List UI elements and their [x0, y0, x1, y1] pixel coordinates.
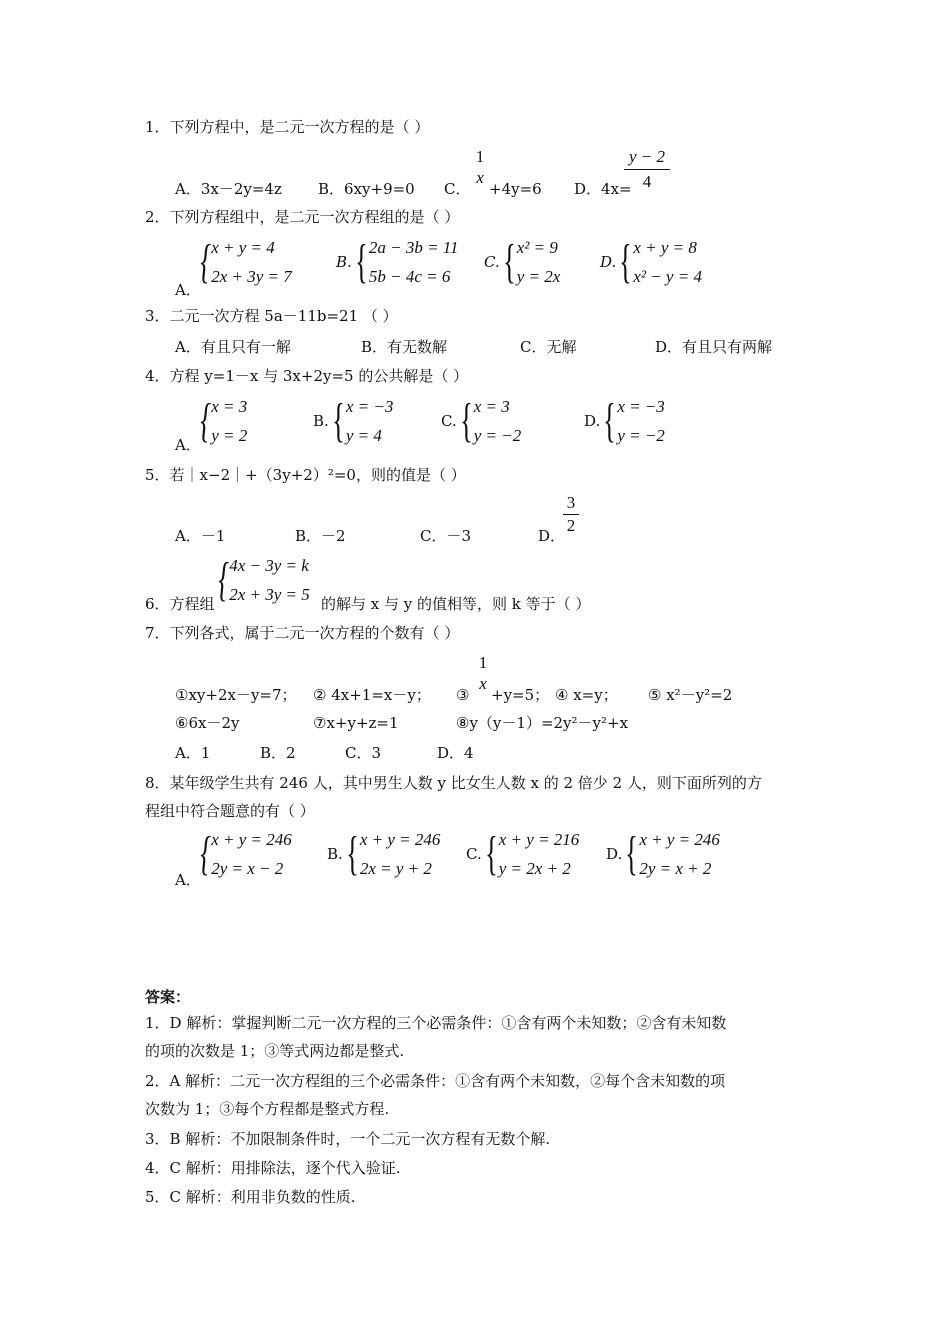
q8-c-eq2: y = 2x + 2 [498, 859, 571, 878]
q4-b-eq1: x = −3 [345, 397, 394, 416]
q8-c-eq1: x + y = 216 [498, 830, 580, 849]
q1-option-a: A．3x－2y=4z [175, 180, 282, 198]
q8-a-eq1: x + y = 246 [211, 830, 292, 849]
q8-option-d-system: D. { x + y = 246 2y = x + 2 [606, 825, 720, 883]
q4-c-eq2: y = −2 [473, 426, 522, 445]
q2-option-b-system: B. { 2a − 3b = 11 5b − 4c = 6 [336, 233, 459, 291]
answer-3: 3．B 解析：不加限制条件时，一个二元一次方程有无数个解. [145, 1130, 551, 1148]
q4-option-d-system: D. { x = −3 y = −2 [584, 392, 665, 450]
q4-d-eq2: y = −2 [617, 426, 665, 445]
q7-item-5: ⑤ x²－y²=2 [648, 686, 733, 704]
q7-item-4: ④ x=y； [555, 686, 618, 704]
answer-1-line1: 1．D 解析：掌握判断二元一次方程的三个必需条件：①含有两个未知数；②含有未知数 [145, 1014, 727, 1032]
answer-1-line2: 的项的次数是 1；③等式两边都是整式. [145, 1042, 405, 1060]
q7-i3-denominator: x [479, 674, 487, 693]
q6-eq1: 4x − 3y = k [229, 556, 309, 575]
q4-option-a-system: { x = 3 y = 2 [200, 392, 247, 450]
q2-d-eq1: x + y = 8 [633, 238, 697, 257]
q4-b-label: B. [313, 412, 329, 430]
q2-option-a-system: { x + y = 4 2x + 3y = 7 [200, 233, 292, 291]
q8-stem-line1: 8．某年级学生共有 246 人，其中男生人数 y 比女生人数 x 的 2 倍少 2 人，则下面所列的方 [145, 774, 762, 792]
q2-d-label: D. [600, 253, 617, 271]
q8-a-eq2: 2y = x − 2 [211, 859, 284, 878]
q1-c-numerator: 1 [475, 147, 485, 166]
q8-option-c-system: C. { x + y = 216 y = 2x + 2 [466, 825, 579, 883]
q7-item-2: ② 4x+1=x－y； [313, 686, 431, 704]
q6-suffix: 的解与 x 与 y 的值相等，则 k 等于（ ） [321, 595, 591, 613]
q4-a-eq2: y = 2 [211, 426, 248, 445]
q7-i3-numerator: 1 [478, 653, 488, 672]
q5-option-d-prefix: D． [538, 527, 566, 545]
q5-d-denominator: 2 [566, 516, 576, 535]
q3-option-a: A．有且只有一解 [175, 338, 291, 356]
q7-item-1: ①xy+2x－y=7； [175, 686, 297, 704]
q1-c-denominator: x [476, 168, 484, 187]
q4-c-eq1: x = 3 [473, 397, 510, 416]
q2-a-eq1: x + y = 4 [211, 238, 275, 257]
q8-option-a-system: { x + y = 246 2y = x − 2 [200, 825, 292, 883]
q1-stem: 1．下列方程中，是二元一次方程的是（ ） [145, 118, 430, 136]
q1-option-d-fraction [624, 147, 670, 192]
q4-option-a-label: A． [175, 436, 201, 454]
q6-eq2: 2x + 3y = 5 [229, 585, 310, 604]
answer-2-line1: 2．A 解析：二元一次方程组的三个必需条件：①含有两个未知数，②每个含未知数的项 [145, 1072, 726, 1090]
answer-2-line2: 次数为 1；③每个方程都是整式方程. [145, 1100, 390, 1118]
q1-d-numerator: y − 2 [628, 147, 666, 166]
q8-b-eq2: 2x = y + 2 [359, 859, 432, 878]
q3-stem: 3．二元一次方程 5a－11b=21 （ ） [145, 307, 398, 325]
q7-item-3-prefix: ③ [456, 686, 470, 704]
q8-option-a-label: A． [175, 871, 201, 889]
q7-item-3-suffix: +y=5； [491, 686, 550, 704]
q8-b-eq1: x + y = 246 [359, 830, 441, 849]
q7-item-6: ⑥6x－2y [175, 714, 240, 732]
q5-option-d-fraction [563, 493, 579, 536]
q8-option-b-system: B. { x + y = 246 2x = y + 2 [327, 825, 440, 883]
q8-d-eq1: x + y = 246 [639, 830, 720, 849]
q4-d-label: D. [584, 412, 601, 430]
q4-option-b-system: B. { x = −3 y = 4 [313, 392, 393, 450]
answers-title: 答案： [145, 988, 191, 1006]
q3-option-c: C．无解 [520, 338, 577, 356]
q4-a-eq1: x = 3 [211, 397, 248, 416]
q7-stem: 7．下列各式，属于二元一次方程的个数有（ ） [145, 624, 460, 642]
q7-item-3-fraction [476, 653, 490, 694]
q5-option-b: B．－2 [295, 527, 346, 545]
q1-d-denominator: 4 [642, 172, 652, 191]
q8-stem-line2: 程组中符合题意的有（ ） [145, 802, 315, 820]
q1-option-d-prefix: D．4x= [574, 180, 632, 198]
q2-c-label: C. [484, 253, 500, 271]
q6-system: { 4x − 3y = k 2x + 3y = 5 [218, 551, 310, 609]
q8-b-label: B. [327, 845, 343, 863]
q2-b-eq1: 2a − 3b = 11 [368, 238, 459, 257]
q7-option-c: C．3 [345, 744, 382, 762]
q1-option-c-suffix: +4y=6 [489, 180, 542, 198]
q7-option-b: B．2 [260, 744, 296, 762]
q2-c-eq2: y = 2x [516, 267, 561, 286]
q2-option-d-system: D. { x + y = 8 x² − y = 4 [600, 233, 702, 291]
q2-b-eq2: 5b − 4c = 6 [368, 267, 451, 286]
q2-option-a-label: A． [175, 281, 201, 299]
q3-option-b: B．有无数解 [361, 338, 448, 356]
answer-4: 4．C 解析：用排除法，逐个代入验证. [145, 1159, 401, 1177]
q6-prefix: 6．方程组 [145, 595, 215, 613]
q1-option-b: B．6xy+9=0 [318, 180, 415, 198]
q7-item-7: ⑦x+y+z=1 [313, 714, 399, 732]
q3-option-d: D．有且只有两解 [655, 338, 773, 356]
q2-c-eq1: x² = 9 [516, 238, 558, 257]
answer-5: 5．C 解析：利用非负数的性质. [145, 1188, 356, 1206]
q2-stem: 2．下列方程组中，是二元一次方程组的是（ ） [145, 208, 460, 226]
q4-b-eq2: y = 4 [345, 426, 382, 445]
q8-d-label: D. [606, 845, 623, 863]
q8-d-eq2: 2y = x + 2 [639, 859, 712, 878]
q2-d-eq2: x² − y = 4 [633, 267, 702, 286]
q2-b-label: B. [336, 253, 352, 271]
q5-option-a: A．－1 [175, 527, 226, 545]
q7-option-d: D．4 [437, 744, 474, 762]
q5-stem: 5．若｜x−2｜+（3y+2）²=0，则的值是（ ） [145, 466, 466, 484]
q5-d-numerator: 3 [566, 493, 576, 512]
q7-option-a: A．1 [175, 744, 211, 762]
q5-option-c: C．－3 [420, 527, 472, 545]
q1-option-c-fraction [472, 147, 488, 188]
q1-option-c-prefix: C． [444, 180, 471, 198]
q4-d-eq1: x = −3 [617, 397, 665, 416]
q2-a-eq2: 2x + 3y = 7 [211, 267, 292, 286]
q8-c-label: C. [466, 845, 482, 863]
q4-stem: 4．方程 y=1－x 与 3x+2y=5 的公共解是（ ） [145, 367, 469, 385]
q4-c-label: C. [441, 412, 457, 430]
q4-option-c-system: C. { x = 3 y = −2 [441, 392, 521, 450]
q2-option-c-system: C. { x² = 9 y = 2x [484, 233, 560, 291]
q7-item-8: ⑧y（y－1）=2y²－y²+x [456, 714, 629, 732]
